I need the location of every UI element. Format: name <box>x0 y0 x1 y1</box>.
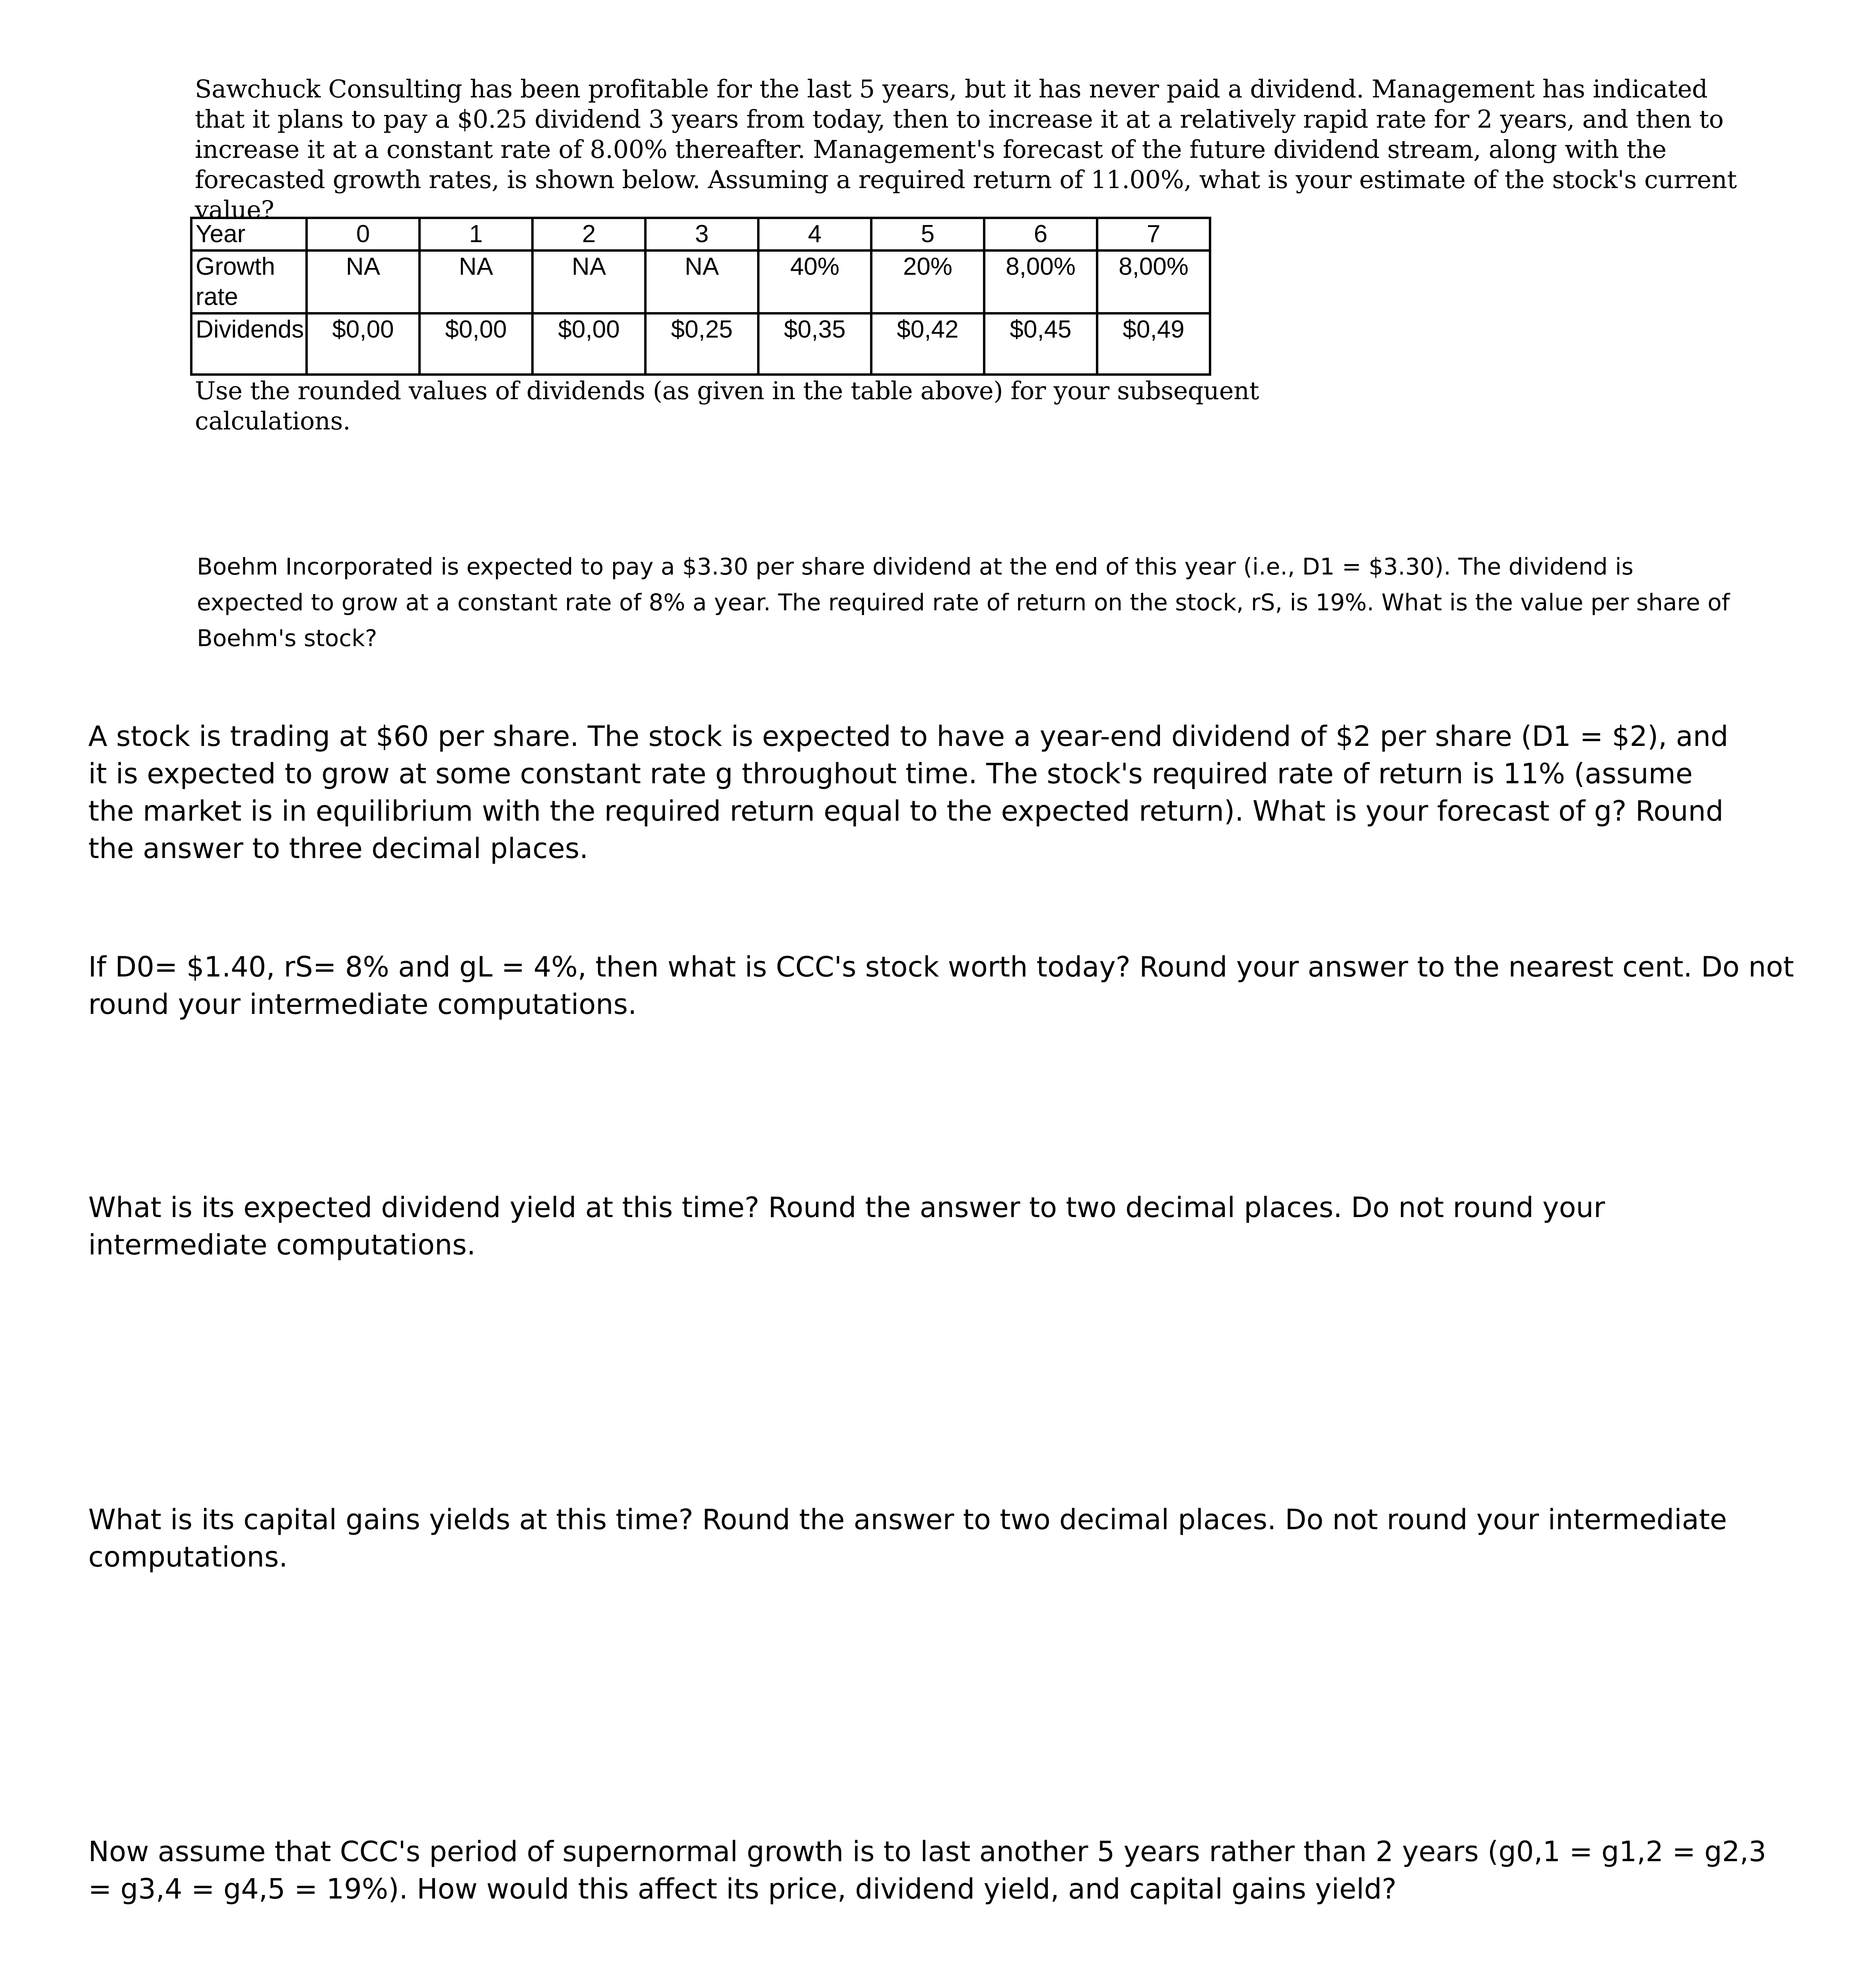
table-row-year <box>191 218 1210 250</box>
row-label-dividends: Dividends <box>191 313 307 375</box>
dividend-cell: $0,25 <box>645 313 758 375</box>
row-label-year: Year <box>191 218 307 250</box>
growth-forecast-question: A stock is trading at $60 per share. The stock is expected to have a year-end dividend of $2 per share (D1 = $2), and it is expected to grow at some constant rate g throughout time. The stock's required rate of return is 11% (assume the market is in equilibrium with the required return equal to the expected return). What is your forecast of g? Round the answer to three decimal places. <box>88 720 1729 865</box>
supernormal-growth-question: Now assume that CCC's period of supernormal growth is to last another 5 years rather than 2 years (g0,1 = g1,2 = g2,3 = g3,4 = g4,5 = 19%). How would this affect its price, dividend yield, and capital gains yield? <box>88 1835 1766 1905</box>
growth-cell: NA <box>532 250 645 313</box>
growth-cell: 40% <box>758 250 871 313</box>
dividend-yield-question: What is its expected dividend yield at this time? Round the answer to two decimal places. Do not round your intermediate computations. <box>88 1191 1605 1261</box>
ccc-stock-value-question: If D0= $1.40, rS= 8% and gL = 4%, then what is CCC's stock worth today? Round your answer to the nearest cent. Do not round your intermediate computations. <box>88 951 1794 1021</box>
growth-cell: 20% <box>871 250 984 313</box>
capital-gains-question: What is its capital gains yields at this time? Round the answer to two decimal places. Do not round your intermediate computations. <box>88 1503 1727 1573</box>
dividend-cell: $0,49 <box>1097 313 1210 375</box>
year-cell: 3 <box>645 218 758 250</box>
year-cell: 0 <box>307 218 420 250</box>
table-note: Use the rounded values of dividends (as given in the table above) for your subsequent calculations. <box>195 376 1259 435</box>
sawchuck-question: Sawchuck Consulting has been profitable for the last 5 years, but it has never paid a dividend. Management has indicated that it plans to pay a $0.25 dividend 3 years from today, then to increase it at a relatively rapid rate for 2 years, and then to increase it at a constant rate of 8.00% thereafter. Management's forecast of the future dividend stream, along with the forecasted growth rates, is shown below. Assuming a required return of 11.00%, what is your estimate of the stock's current value? <box>195 74 1737 224</box>
growth-cell: NA <box>307 250 420 313</box>
dividend-cell: $0,00 <box>532 313 645 375</box>
row-label-growth: Growth rate <box>191 250 307 313</box>
dividend-cell: $0,00 <box>307 313 420 375</box>
year-cell: 5 <box>871 218 984 250</box>
dividend-cell: $0,42 <box>871 313 984 375</box>
table-row-dividends <box>191 313 1210 375</box>
growth-cell: 8,00% <box>1097 250 1210 313</box>
year-cell: 4 <box>758 218 871 250</box>
table-row-growth <box>191 250 1210 313</box>
boehm-question: Boehm Incorporated is expected to pay a $3.30 per share dividend at the end of this year (i.e., D1 = $3.30). The dividend is expected to grow at a constant rate of 8% a year. The required rate of return on the stock, rS, is 19%. What is the value per share of Boehm's stock? <box>197 553 1730 652</box>
dividend-cell: $0,35 <box>758 313 871 375</box>
year-cell: 2 <box>532 218 645 250</box>
growth-cell: NA <box>645 250 758 313</box>
year-cell: 7 <box>1097 218 1210 250</box>
growth-cell: NA <box>420 250 532 313</box>
growth-cell: 8,00% <box>984 250 1097 313</box>
year-cell: 1 <box>420 218 532 250</box>
dividend-cell: $0,45 <box>984 313 1097 375</box>
dividend-cell: $0,00 <box>420 313 532 375</box>
year-cell: 6 <box>984 218 1097 250</box>
dividend-forecast-table <box>190 217 1211 376</box>
